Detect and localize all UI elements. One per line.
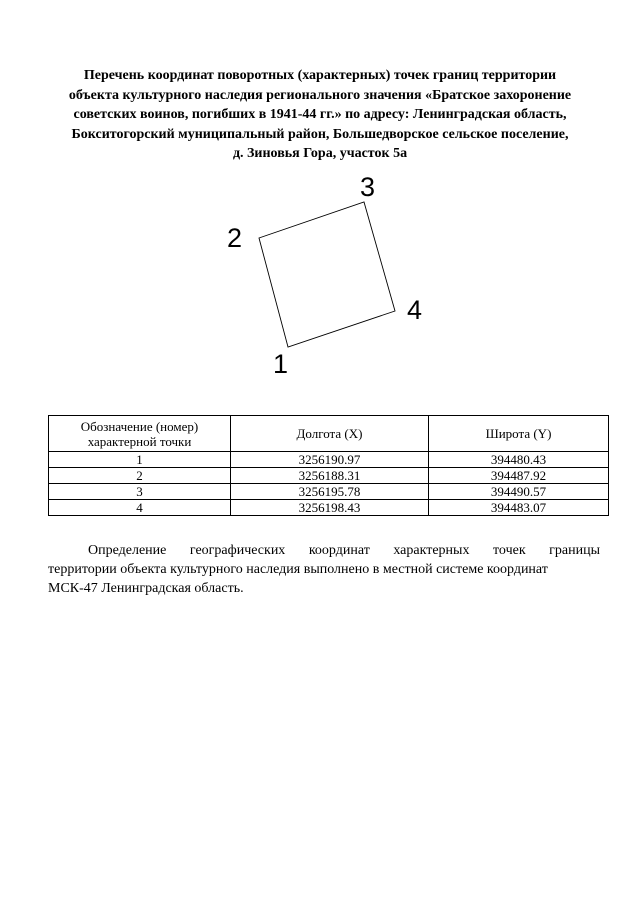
header-x: Долгота (X) bbox=[231, 416, 429, 452]
cell-x: 3256188.31 bbox=[231, 468, 429, 484]
note-paragraph bbox=[48, 541, 600, 598]
point-label-2: 2 bbox=[227, 223, 243, 253]
title-line: объекта культурного наследия регионального значения «Братское захоронение bbox=[68, 87, 572, 103]
point-label-1: 1 bbox=[273, 349, 289, 379]
boundary-plan bbox=[0, 0, 640, 400]
note-line: Определение географических координат характерных точек границы bbox=[88, 543, 600, 558]
cell-y: 394487.92 bbox=[429, 468, 609, 484]
note-line: территории объекта культурного наследия выполнено в местной системе координат bbox=[48, 562, 548, 577]
cell-point: 2 bbox=[49, 468, 231, 484]
point-label-3: 3 bbox=[360, 172, 376, 202]
cell-x: 3256190.97 bbox=[231, 452, 429, 468]
cell-x: 3256195.78 bbox=[231, 484, 429, 500]
table-row bbox=[49, 500, 609, 516]
point-label-4: 4 bbox=[407, 295, 423, 325]
title-line: Бокситогорский муниципальный район, Большедворское сельское поселение, bbox=[71, 126, 569, 142]
cell-y: 394490.57 bbox=[429, 484, 609, 500]
title-line: д. Зиновья Гора, участок 5а bbox=[232, 146, 408, 161]
cell-y: 394480.43 bbox=[429, 452, 609, 468]
table-row bbox=[49, 452, 609, 468]
cell-x: 3256198.43 bbox=[231, 500, 429, 516]
boundary-polygon bbox=[259, 202, 395, 347]
cell-point: 3 bbox=[49, 484, 231, 500]
title-line: Перечень координат поворотных (характерных) точек границ территории bbox=[83, 68, 557, 83]
title-line: советских воинов, погибших в 1941-44 гг.» по адресу: Ленинградская область, bbox=[73, 107, 567, 122]
cell-y: 394483.07 bbox=[429, 500, 609, 516]
table-header-row bbox=[49, 416, 609, 452]
cell-point: 4 bbox=[49, 500, 231, 516]
header-y: Широта (Y) bbox=[429, 416, 609, 452]
header-point: Обозначение (номер) характерной точки bbox=[49, 416, 231, 452]
cell-point: 1 bbox=[49, 452, 231, 468]
coordinates-table bbox=[48, 415, 609, 516]
table-row bbox=[49, 484, 609, 500]
note-line: МСК-47 Ленинградская область. bbox=[48, 581, 244, 596]
table-row bbox=[49, 468, 609, 484]
